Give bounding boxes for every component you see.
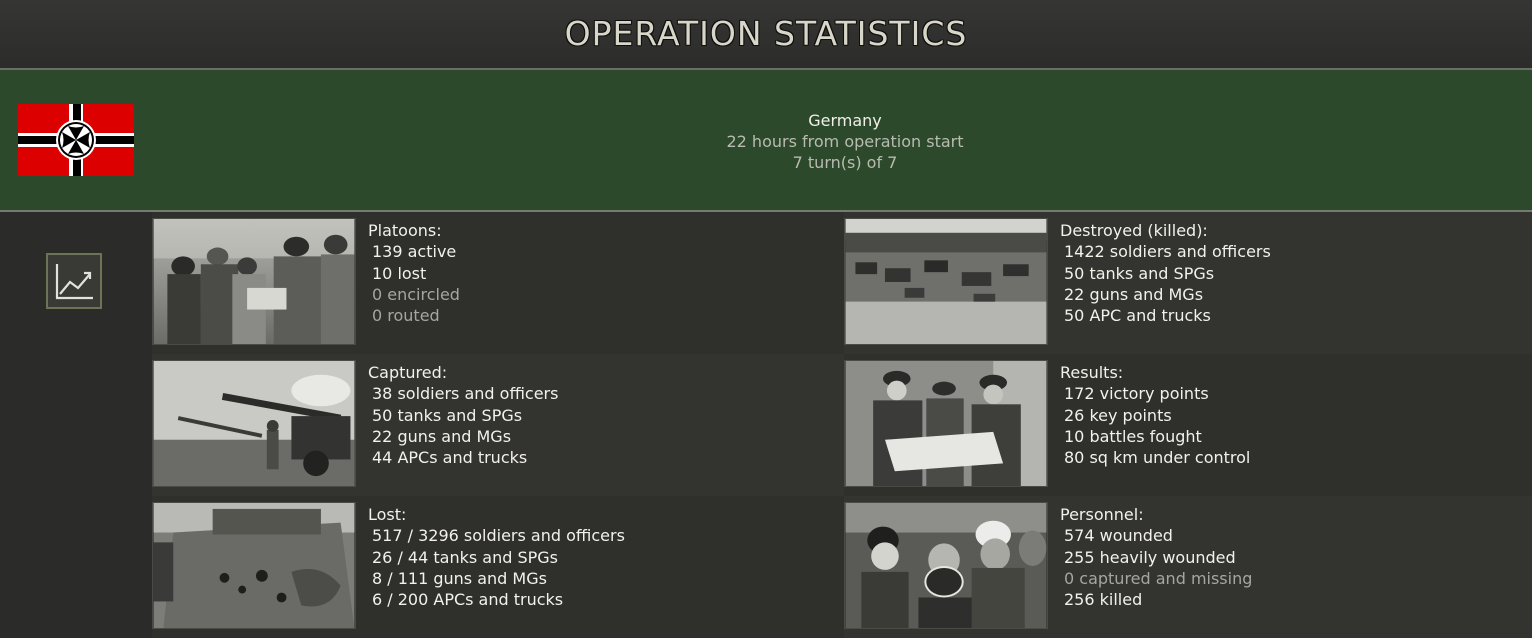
personnel-stats [1060, 504, 1252, 610]
stat-line: 1422 soldiers and officers [1064, 242, 1271, 262]
stat-line: 10 battles fought [1064, 426, 1202, 446]
stat-line: 0 routed [372, 306, 440, 326]
personnel-panel [844, 496, 1532, 638]
platoons-stats [368, 220, 460, 326]
panel-heading: Lost: [368, 505, 407, 524]
nation-info [0, 110, 1532, 173]
wrecked-tank-photo [152, 502, 356, 629]
stat-line: 22 guns and MGs [1064, 284, 1204, 304]
stat-line: 6 / 200 APCs and trucks [372, 590, 564, 610]
stat-line: 50 APC and trucks [1064, 306, 1211, 326]
chart-trend-icon [48, 255, 100, 307]
platoons-panel [152, 212, 844, 354]
stat-line: 255 heavily wounded [1064, 547, 1236, 567]
stat-line: 80 sq km under control [1064, 448, 1251, 468]
nation-name: Germany [808, 111, 882, 130]
results-panel [844, 354, 1532, 496]
panel-heading: Captured: [368, 363, 448, 382]
soldiers-photo [152, 218, 356, 345]
stat-line: 50 tanks and SPGs [1064, 263, 1215, 283]
stat-line: 139 active [372, 242, 457, 262]
stat-line: 50 tanks and SPGs [372, 405, 523, 425]
operation-time: 22 hours from operation start [726, 132, 964, 151]
artillery-photo [152, 360, 356, 487]
results-stats [1060, 362, 1250, 468]
nation-banner [0, 70, 1532, 212]
title-bar [0, 0, 1532, 70]
battlefield-photo [844, 218, 1048, 345]
statistics-chart-button[interactable] [46, 253, 102, 309]
panel-heading: Destroyed (killed): [1060, 221, 1208, 240]
stat-line: 22 guns and MGs [372, 426, 512, 446]
destroyed-panel [844, 212, 1532, 354]
stat-line: 26 / 44 tanks and SPGs [372, 547, 558, 567]
panel-heading: Personnel: [1060, 505, 1144, 524]
stat-line: 44 APCs and trucks [372, 448, 528, 468]
lost-stats [368, 504, 625, 610]
officers-map-photo [844, 360, 1048, 487]
stat-line: 26 key points [1064, 405, 1172, 425]
destroyed-stats [1060, 220, 1271, 326]
captured-stats [368, 362, 558, 468]
page-title: OPERATION STATISTICS [564, 14, 968, 53]
captured-panel [152, 354, 844, 496]
stat-line: 172 victory points [1064, 384, 1209, 404]
stat-line: 0 captured and missing [1064, 568, 1253, 588]
stat-line: 38 soldiers and officers [372, 384, 559, 404]
stat-line: 574 wounded [1064, 526, 1173, 546]
stat-line: 8 / 111 guns and MGs [372, 568, 547, 588]
stat-line: 10 lost [372, 263, 427, 283]
stat-line: 0 encircled [372, 284, 460, 304]
wounded-soldiers-photo [844, 502, 1048, 629]
lost-panel [152, 496, 844, 638]
panel-heading: Platoons: [368, 221, 442, 240]
stat-line: 517 / 3296 soldiers and officers [372, 526, 625, 546]
turn-counter: 7 turn(s) of 7 [792, 153, 898, 172]
stat-line: 256 killed [1064, 590, 1143, 610]
panel-heading: Results: [1060, 363, 1124, 382]
